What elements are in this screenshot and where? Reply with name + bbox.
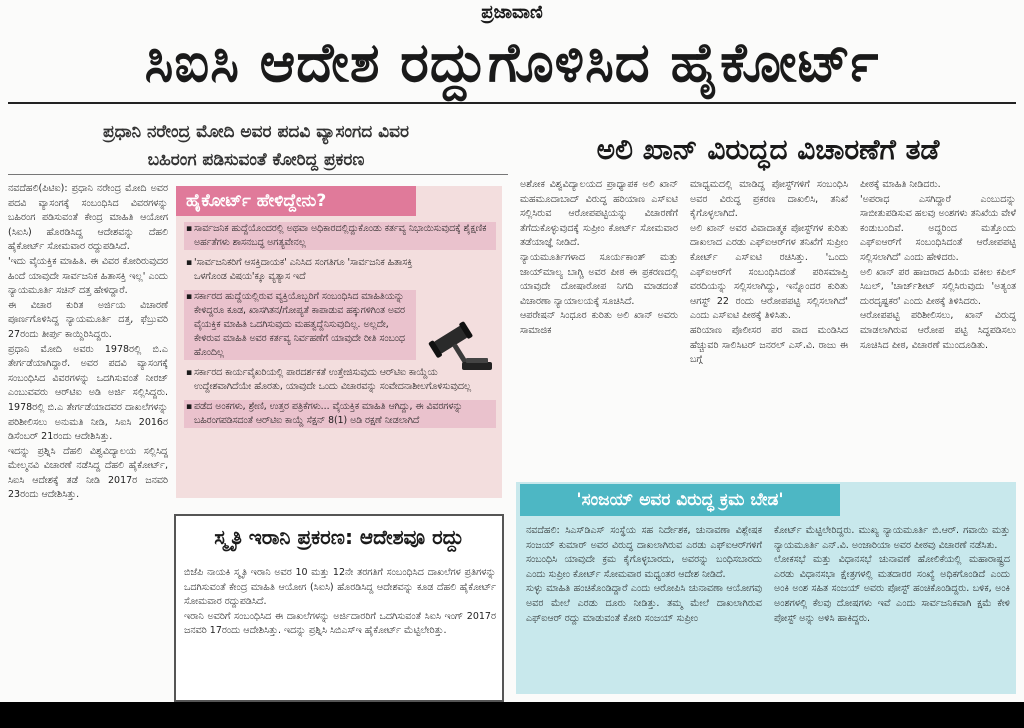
sub-headline-line-2: ಬಹಿರಂಗ ಪಡಿಸುವಂತೆ ಕೋರಿದ್ದ ಪ್ರಕರಣ — [147, 150, 365, 170]
sanjay-column-1 — [526, 524, 762, 626]
bottom-border — [0, 702, 1024, 728]
ali-khan-headline: ಅಲಿ ಖಾನ್ ವಿರುದ್ಧದ ವಿಚಾರಣೆಗೆ ತಡೆ — [596, 133, 940, 166]
article-paragraph: ಅಲಿ ಖಾನ್ ಅವರ ವಿವಾದಾತ್ಮಕ ಪೋಸ್ಟ್‌ಗಳ ಕುರಿತು ದಾಖಲಾದ ಎರಡು ಎಫ್ಐಆರ್‌ಗಳ ತನಿಖೆಗೆ ಸುಪ್ರೀಂ ಕೋರ್ಟ್ ಎಸ್ಐಟಿ ರಚಿಸಿತ್ತು. 'ಒಂದು ಎಫ್ಐಆರ್‌ಗೆ ಸಂಬಂಧಿಸಿದಂತೆ ಪರಿಸಮಾಪ್ತಿ ವರದಿಯನ್ನು ಸಲ್ಲಿಸಲಾಗಿದ್ದು, ಇನ್ನೊಂದರ ಕುರಿತು ಆಗಸ್ಟ್ 22 ರಂದು ಆರೋಪಪಟ್ಟಿ ಸಲ್ಲಿಸಲಾಗಿದೆ' ಎಂದು ಎಸ್ಐಟಿ ಪೀಠಕ್ಕೆ ತಿಳಿಸಿತು. — [690, 222, 848, 322]
ali-khan-column-3 — [860, 178, 1016, 353]
headline-rule — [8, 102, 1016, 104]
article-paragraph: ಲೋಕಸಭೆ ಮತ್ತು ವಿಧಾನಸಭೆ ಚುನಾವಣೆ ಹೋಲಿಕೆಯಲ್ಲಿ ಮಹಾರಾಷ್ಟ್ರದ ಎರಡು ವಿಧಾನಸಭಾ ಕ್ಷೇತ್ರಗಳಲ್ಲಿ ಮತದಾರರ ಸಂಖ್ಯೆ ಅಧಿಕಗೊಂಡಿದೆ ಎಂದು ಅಂಕಿ ಅಂಶ ಸಹಿತ ಸಂಜಯ್ ಅವರು ಪೋಸ್ಟ್ ಹಂಚಿಕೊಂಡಿದ್ದರು. ಬಳಿಕ, ಅಂಕಿ ಅಂಶಗಳಲ್ಲಿ ಕೆಲವು ದೋಷಗಳು ಇವೆ ಎಂದು ಸಾರ್ವಜನಿಕವಾಗಿ ಕ್ಷಮೆ ಕೇಳಿ ಪೋಸ್ಟ್ ಅನ್ನು ಅಳಿಸಿ ಹಾಕಿದ್ದರು. — [774, 554, 1010, 624]
sub-headline-rule — [8, 174, 508, 175]
article-paragraph: ಆರೋಪಪಟ್ಟಿ ಪರಿಶೀಲಿಸಲು, ಖಾನ್ ವಿರುದ್ಧ ಮಾಡಲಾಗಿರುವ ಆರೋಪ ಪಟ್ಟಿ ಸಿದ್ಧಪಡಿಸಲು ಸೂಚಿಸಿದ ಪೀಠ, ವಿಚಾರಣೆ ಮುಂದೂಡಿತು. — [860, 310, 1016, 351]
article-paragraph: ಇರಾನಿ ಅವರಿಗೆ ಸಂಬಂಧಿಸಿದ ಈ ದಾಖಲೆಗಳನ್ನು ಅರ್ಜಿದಾರರಿಗೆ ಒದಗಿಸುವಂತೆ ಸಿಐಸಿ ಇಂಗ್ 2017ರ ಜನವರಿ 17ರಂದು ಆದೇಶಿಸಿತ್ತು. ಇದನ್ನು ಪ್ರಶ್ನಿಸಿ ಸಿಬಿಎಸ್‌ಇ ಹೈಕೋರ್ಟ್ ಮೆಟ್ಟಿಲೇರಿತ್ತು. — [184, 610, 496, 637]
highcourt-said-title: ಹೈಕೋರ್ಟ್ ಹೇಳಿದ್ದೇನು? — [176, 186, 416, 216]
sub-headline-line-1: ಪ್ರಧಾನಿ ನರೇಂದ್ರ ಮೋದಿ ಅವರ ಪದವಿ ವ್ಯಾಸಂಗದ ವಿವರ — [102, 122, 409, 142]
article-paragraph: ನ್ಯಾಯಮೂರ್ತಿಗಳಾದ ಸೂರ್ಯಕಾಂತ್ ಮತ್ತು ಜಾಯ್‌ಮಾಲ್ಯ ಬಾಗ್ಚಿ ಅವರ ಪೀಠ ಈ ಪ್ರಕರಣದಲ್ಲಿ ಯಾವುದೇ ದೋಷಾರೋಪ ನಿಗದಿ ಮಾಡದಂತೆ ವಿಚಾರಣಾ ನ್ಯಾಯಾಲಯಕ್ಕೆ ಸೂಚಿಸಿದೆ. — [520, 251, 678, 307]
article-paragraph: ಅಶೋಕ ವಿಶ್ವವಿದ್ಯಾಲಯದ ಪ್ರಾಧ್ಯಾಪಕ ಅಲಿ ಖಾನ್ ಮಹಮೂದಾಬಾದ್ ವಿರುದ್ಧ ಹರಿಯಾಣ ಎಸ್ಐಟಿ ಸಲ್ಲಿಸಿರುವ ಆರೋಪಪಟ್ಟಿಯನ್ನು ವಿಚಾರಣೆಗೆ ತೆಗೆದುಕೊಳ್ಳುವುದಕ್ಕೆ ಸುಪ್ರೀಂ ಕೋರ್ಟ್ ಸೋಮವಾರ ತಡೆಯಾಜ್ಞೆ ನೀಡಿದೆ. — [520, 179, 678, 249]
article-paragraph: ಇದನ್ನು ಪ್ರಶ್ನಿಸಿ ದೆಹಲಿ ವಿಶ್ವವಿದ್ಯಾಲಯ ಸಲ್ಲಿಸಿದ್ದ ಮೇಲ್ಮನವಿ ವಿಚಾರಣೆ ನಡೆಸಿದ್ದ ದೆಹಲಿ ಹೈಕೋರ್ಟ್, ಸಿಐಸಿ ಆದೇಶಕ್ಕೆ ತಡೆ ನೀಡಿ 2017ರ ಜನವರಿ 23ರಂದು ಆದೇಶಿಸಿತ್ತು. — [8, 445, 168, 501]
smriti-irani-text — [184, 566, 496, 639]
article-paragraph: ಆಪರೇಷನ್ ಸಿಂಧೂರ ಕುರಿತು ಅಲಿ ಖಾನ್ ಅವರು ಸಾಮಾಜಿಕ — [520, 310, 678, 336]
sanjay-column-2 — [774, 524, 1010, 626]
list-item: ▪ 'ಸಾರ್ವಜನಿಕರಿಗೆ ಆಸಕ್ತಿದಾಯಕ' ಎನಿಸಿದ ಸಂಗತಿಗೂ 'ಸಾರ್ವಜನಿಕ ಹಿತಾಸಕ್ತಿ ಒಳಗೊಂಡ ವಿಷಯ'ಕ್ಕೂ ವ್ಯತ್ಯಾಸ ಇದೆ — [186, 257, 413, 282]
article-paragraph: ಹರಿಯಾಣ ಪೊಲೀಸರ ಪರ ವಾದ ಮಂಡಿಸಿದ ಹೆಚ್ಚುವರಿ ಸಾಲಿಸಿಟರ್ ಜನರಲ್ ಎಸ್.ವಿ. ರಾಜು ಈ ಬಗ್ಗೆ — [690, 324, 848, 366]
article-paragraph: ಬಿಜೆಪಿ ನಾಯಕಿ ಸ್ಮೃತಿ ಇರಾನಿ ಅವರ 10 ಮತ್ತು 12ನೇ ತರಗತಿಗೆ ಸಂಬಂಧಿಸಿದ ದಾಖಲೆಗಳ ಪ್ರತಿಗಳನ್ನು ಒದಗಿಸುವಂತೆ ಕೇಂದ್ರ ಮಾಹಿತಿ ಆಯೋಗ (ಸಿಐಸಿ) ಹೊರಡಿಸಿದ್ದ ಆದೇಶವನ್ನು ಕೂಡ ದೆಹಲಿ ಹೈಕೋರ್ಟ್ ಸೋಮವಾರ ರದ್ದುಪಡಿಸಿದೆ. — [184, 567, 496, 608]
smriti-irani-title: ಸ್ಮೃತಿ ಇರಾನಿ ಪ್ರಕರಣ: ಆದೇಶವೂ ರದ್ದು — [214, 525, 464, 549]
article-paragraph: 'ಇದು ವೈಯಕ್ತಿಕ ಮಾಹಿತಿ. ಈ ವಿವರ ಕೋರಿರುವುದರ ಹಿಂದೆ ಯಾವುದೇ ಸಾರ್ವಜನಿಕ ಹಿತಾಸಕ್ತಿ ಇಲ್ಲ' ಎಂದು ನ್ಯಾಯಮೂರ್ತಿ ಸಚಿನ್ ದತ್ತ ಹೇಳಿದ್ದಾರೆ. — [8, 255, 168, 297]
article-paragraph: ನವದೆಹಲಿ: ಸಿಎಸ್‌ಡಿಎಸ್ ಸಂಸ್ಥೆಯ ಸಹ ನಿರ್ದೇಶಕ, ಚುನಾವಣಾ ವಿಶ್ಲೇಷಕ ಸಂಜಯ್ ಕುಮಾರ್ ಅವರ ವಿರುದ್ಧ ದಾಖಲಾಗಿರುವ ಎರಡು ಎಫ್ಐಆರ್‌ಗಳಿಗೆ ಸಂಬಂಧಿಸಿ ಯಾವುದೇ ಕ್ರಮ ಕೈಗೊಳ್ಳಬಾರದು, ಅವರನ್ನು ಬಂಧಿಸಬಾರದು ಎಂದು ಸುಪ್ರೀಂ ಕೋರ್ಟ್ ಸೋಮವಾರ ಮಧ್ಯಂತರ ಆದೇಶ ನೀಡಿದೆ. — [526, 525, 762, 580]
article-paragraph: ಕೋರ್ಟ್ ಮೆಟ್ಟಿಲೇರಿದ್ದರು. ಮುಖ್ಯ ನ್ಯಾಯಮೂರ್ತಿ ಬಿ.ಆರ್. ಗವಾಯಿ ಮತ್ತು ನ್ಯಾಯಮೂರ್ತಿ ಎನ್.ವಿ. ಅಂಜಾರಿಯಾ ಅವರ ಪೀಠವು ವಿಚಾರಣೆ ನಡೆಸಿತು. — [774, 525, 1010, 551]
bullet-icon: ▪ — [186, 367, 193, 378]
article-paragraph: ಮಾಧ್ಯಮದಲ್ಲಿ ಮಾಡಿದ್ದ ಪೋಸ್ಟ್‌ಗಳಿಗೆ ಸಂಬಂಧಿಸಿ ಅವರ ವಿರುದ್ಧ ಪ್ರಕರಣ ದಾಖಲಿಸಿ, ತನಿಖೆ ಕೈಗೊಳ್ಳಲಾಗಿದೆ. — [690, 179, 848, 220]
gavel-icon — [416, 318, 496, 374]
sanjay-box-title: 'ಸಂಜಯ್ ಅವರ ವಿರುದ್ಧ ಕ್ರಮ ಬೇಡ' — [520, 484, 840, 516]
article-paragraph: ಪ್ರಧಾನಿ ಮೋದಿ ಅವರು 1978ರಲ್ಲಿ ಬಿ.ಎ ತೇರ್ಗಡೆಯಾಗಿದ್ದಾರೆ. ಅವರ ಪದವಿ ವ್ಯಾಸಂಗಕ್ಕೆ ಸಂಬಂಧಿಸಿದ ವಿವರಗಳನ್ನು ಒದಗಿಸುವಂತೆ ನೀರಜ್ ಎಂಬುವವರು ಆರ್‌ಟಿಐ ಅಡಿ ಅರ್ಜಿ ಸಲ್ಲಿಸಿದ್ದರು. 1978ರಲ್ಲಿ ಬಿ.ಎ ತೇರ್ಗಡೆಯಾದವರ ದಾಖಲೆಗಳನ್ನು ಪರಿಶೀಲಿಸಲು ಅನುಮತಿ ನೀಡಿ, ಸಿಐಸಿ 2016ರ ಡಿಸೆಂಬರ್ 21ರಂದು ಆದೇಶಿಸಿತ್ತು. — [8, 343, 168, 443]
main-headline: ಸಿಐಸಿ ಆದೇಶ ರದ್ದುಗೊಳಿಸಿದ ಹೈಕೋರ್ಟ್ — [144, 31, 880, 94]
article-paragraph: ಈ ವಿಚಾರ ಕುರಿತ ಅರ್ಜಿಯ ವಿಚಾರಣೆ ಪೂರ್ಣಗೊಳಿಸಿದ್ದ ನ್ಯಾಯಮೂರ್ತಿ ದತ್ತ, ಫೆಬ್ರುವರಿ 27ರಂದು ತೀರ್ಪು ಕಾಯ್ದಿರಿಸಿದ್ದರು. — [8, 299, 168, 340]
sub-headline — [6, 118, 506, 174]
article-paragraph: ಸುಳ್ಳು ಮಾಹಿತಿ ಹಂಚಿಕೊಂಡಿದ್ದಾರೆ ಎಂದು ಆರೋಪಿಸಿ ಚುನಾವಣಾ ಆಯೋಗವು ಅವರ ಮೇಲೆ ಎರಡು ದೂರು ನೀಡಿತ್ತು. ತಮ್ಮ ಮೇಲೆ ದಾಖಲಾಗಿರುವ ಎಫ್ಐಆರ್ ರದ್ದು ಮಾಡುವಂತೆ ಕೋರಿ ಸಂಜಯ್ ಸುಪ್ರೀಂ — [526, 583, 762, 624]
newspaper-masthead: ಪ್ರಜಾವಾಣಿ — [481, 2, 543, 23]
bullet-icon: ▪ — [186, 257, 193, 268]
list-item: ▪ ಸಾರ್ವಜನಿಕ ಹುದ್ದೆಯೊಂದರಲ್ಲಿ ಅಥವಾ ಅಧಿಕಾರದಲ್ಲಿದ್ದುಕೊಂಡು ಕರ್ತವ್ಯ ನಿಭಾಯಿಸುವುದಕ್ಕೆ ಶೈಕ್ಷಣಿಕ ಅರ್ಹತೆಗಳು ಶಾಸನಬದ್ಧ ಅಗತ್ಯವೇನಲ್ಲ — [184, 222, 496, 250]
bullet-icon: ▪ — [186, 223, 193, 234]
article-paragraph: ಅಲಿ ಖಾನ್ ಪರ ಹಾಜರಾದ ಹಿರಿಯ ವಕೀಲ ಕಪಿಲ್ ಸಿಬಲ್, 'ಚಾರ್ಜ್‌ಶೀಟ್ ಸಲ್ಲಿಸಿರುವುದು 'ಅತ್ಯಂತ ದುರದೃಷ್ಟಕರ' ಎಂದು ಪೀಠಕ್ಕೆ ತಿಳಿಸಿದರು. — [860, 266, 1016, 307]
list-item: ▪ ಪಡೆದ ಅಂಕಗಳು, ಶ್ರೇಣಿ, ಉತ್ತರ ಪತ್ರಿಕೆಗಳು... ವೈಯಕ್ತಿಕ ಮಾಹಿತಿ ಆಗಿದ್ದು, ಈ ವಿವರಗಳನ್ನು ಬಹಿರಂಗಪಡಿಸದಂತೆ ಆರ್‌ಟಿಐ ಕಾಯ್ದೆ ಸೆಕ್ಷನ್ 8(1) ಅಡಿ ರಕ್ಷಣೆ ನೀಡಲಾಗಿದೆ — [184, 400, 496, 428]
list-item: ▪ ಸರ್ಕಾರದ ಹುದ್ದೆಯಲ್ಲಿರುವ ವ್ಯಕ್ತಿಯೊಬ್ಬರಿಗೆ ಸಂಬಂಧಿಸಿದ ಮಾಹಿತಿಯನ್ನು ಕೇಳಿದ್ದರೂ ಕೂಡ, ಖಾಸಗಿತನ/ಗೋಪ್ಯತೆ ಕಾಪಾಡುವ ಹಕ್ಕುಗಳಿಗಿಂತ ಅವರ ವೈಯಕ್ತಿಕ ಮಾಹಿತಿ ಒದಗಿಸುವುದು ಮಹತ್ವದ್ದೆನಿಸುವುದಿಲ್ಲ. ಅಲ್ಲದೇ, ಕೇಳಿರುವ ಮಾಹಿತಿ ಅವರ ಕರ್ತವ್ಯ ನಿರ್ವಹಣೆಗೆ ಯಾವುದೇ ರೀತಿ ಸಂಬಂಧ ಹೊಂದಿಲ್ಲ — [184, 290, 416, 360]
article-paragraph: ಪೀಠಕ್ಕೆ ಮಾಹಿತಿ ನೀಡಿದರು. — [860, 179, 941, 190]
list-item: ▪ ಸರ್ಕಾರದ ಕಾರ್ಯವೈಖರಿಯಲ್ಲಿ ಪಾರದರ್ಶಕತೆ ಉತ್ತೇಜಿಸುವುದು ಆರ್‌ಟಿಐ ಕಾಯ್ದೆಯ ಉದ್ದೇಶವಾಗಿದೆಯೇ ಹೊರತು, ಯಾವುದೇ ಒಂದು ವಿಚಾರವನ್ನು ಸಂವೇದನಾಶೀಲಗೊಳಿಸುವುದಲ್ಲ — [186, 367, 472, 392]
main-article-column — [8, 182, 168, 503]
article-paragraph: 'ಅಪರಾಧ ಎಸಗಿದ್ದಾರೆ ಎಂಬುದನ್ನು ಸಾಬೀತುಪಡಿಸುವ ಹಲವು ಅಂಶಗಳು ತನಿಖೆಯ ವೇಳೆ ಕಂಡುಬಂದಿವೆ. ಅದ್ದರಿಂದ ಮತ್ತೊಂದು ಎಫ್ಐಆರ್‌ಗೆ ಸಂಬಂಧಿಸಿದಂತೆ ಆರೋಪಪಟ್ಟಿ ಸಲ್ಲಿಸಲಾಗಿದೆ' ಎಂದು ಹೇಳಿದರು. — [860, 193, 1016, 263]
ali-khan-column-1 — [520, 178, 678, 339]
bullet-icon: ▪ — [186, 401, 193, 412]
bullet-icon: ▪ — [186, 291, 193, 302]
ali-khan-column-2 — [690, 178, 848, 368]
article-paragraph: ನವದೆಹಲಿ(ಪಿಟಿಐ): ಪ್ರಧಾನಿ ನರೇಂದ್ರ ಮೋದಿ ಅವರ ಪದವಿ ವ್ಯಾಸಂಗಕ್ಕೆ ಸಂಬಂಧಿಸಿದ ವಿವರಗಳನ್ನು ಬಹಿರಂಗ ಪಡಿಸುವಂತೆ ಕೇಂದ್ರ ಮಾಹಿತಿ ಆಯೋಗ (ಸಿಐಸಿ) ಹೊರಡಿಸಿದ್ದ ಆದೇಶವನ್ನು ದೆಹಲಿ ಹೈಕೋರ್ಟ್ ಸೋಮವಾರ ರದ್ದುಪಡಿಸಿದೆ. — [8, 183, 168, 253]
